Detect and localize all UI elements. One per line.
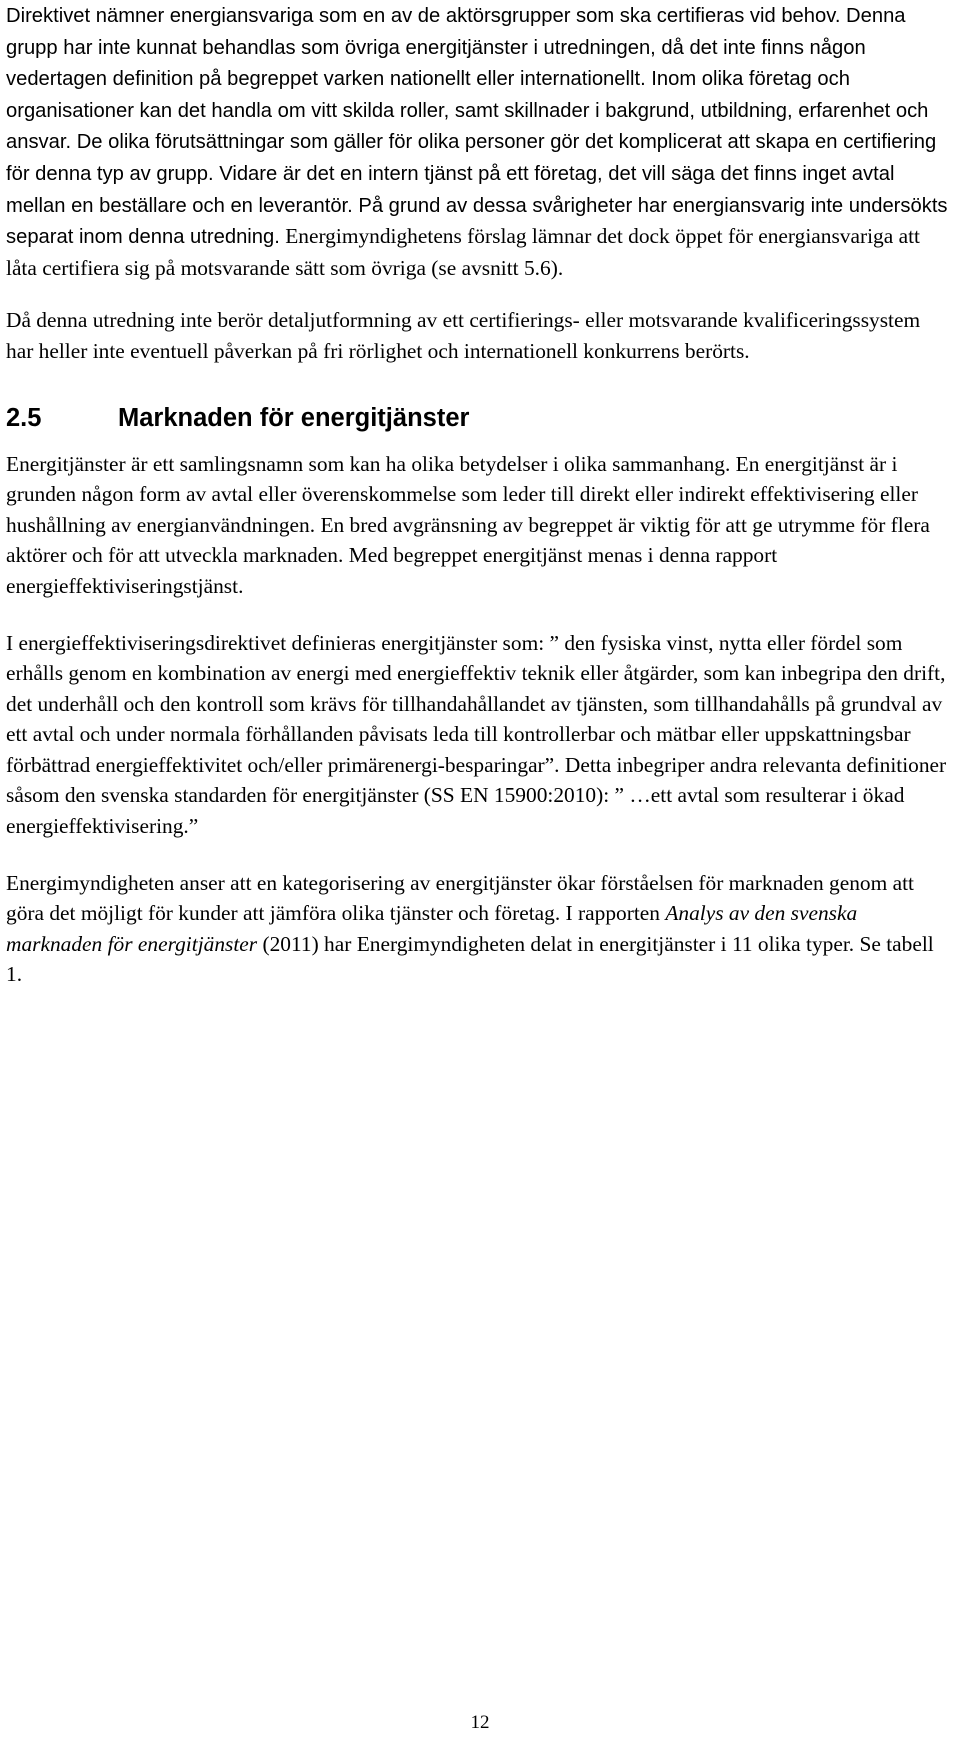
paragraph-sans-text: Direktivet nämner energiansvariga som en av de aktörsgrupper som ska certifieras vid behov. Denna grupp har inte kunnat behandlas som övriga energitjänster i utredningen, då det inte finns någon vedertagen definition på begreppet varken nationellt eller internationellt. Inom olika företag och organisationer kan det handla om vitt skilda roller, samt skillnader i bakgrund, utbildning, erfarenhet och ansvar. De olika förutsättningar som gäller för olika personer gör det komplicerat att skapa en certifiering för denna typ av grupp. Vidare är det en intern tjänst på ett företag, det vill säga det finns inget avtal mellan en beställare och en leverantör. På grund av dessa svårigheter har energiansvarig inte undersökts separat inom denna utredning. xyxy=(6,5,948,249)
section-heading xyxy=(6,401,952,435)
report-title-italic: Analys av den svenska marknaden för energitjänster xyxy=(6,901,858,956)
paragraph-direktiv-definition: I energieffektiviseringsdirektivet definieras energitjänster som: ” den fysiska vinst, nytta eller fördel som erhålls genom en kombination av energi med energieffektiv teknik eller åtgärder, som kan inbegripa den drift, det underhåll och den kontroll som krävs för tillhandahållandet av tjänsten, som tillhandahålls på grundval av ett avtal och under normala förhållanden påvisats leda till kontrollerbar och mätbar eller uppskattningsbar förbättrad energieffektivitet och/eller primärenergi-besparingar”. Detta inbegriper andra relevanta definitioner såsom den svenska standarden för energitjänster (SS EN 15900:2010): ” …ett avtal som resulterar i ökad energieffektivisering.” xyxy=(6,630,947,839)
paragraph-text-before: Energimyndigheten anser att en kategorisering av energitjänster ökar förståelsen för marknaden genom att göra det möjligt för kunder att jämföra olika tjänster och företag. I rapporten xyxy=(6,870,914,926)
paragraph-energiansvariga xyxy=(6,0,952,283)
paragraph-kategorisering xyxy=(6,868,952,990)
paragraph-serif-text: Energimyndighetens förslag lämnar det dock öppet för energiansvariga att låta certifiera sig på motsvarande sätt som övriga (se avsnitt 5.6). xyxy=(6,224,920,280)
section-number: 2.5 xyxy=(6,403,42,432)
page-number: 12 xyxy=(470,1712,490,1733)
paragraph-detaljutformning: Då denna utredning inte berör detaljutformning av ett certifierings- eller motsvarande kvalificeringssystem har heller inte eventuell påverkan på fri rörlighet och internationell konkurrens berörts. xyxy=(6,308,921,363)
section-title: Marknaden för energitjänster xyxy=(118,403,470,432)
paragraph-energitjanster-definition: Energitjänster är ett samlingsnamn som kan ha olika betydelser i olika sammanhang. En energitjänst är i grunden någon form av avtal eller överenskommelse som leder till direkt eller indirekt effektivisering eller hushållning av energianvändningen. En bred avgränsning av begreppet är viktig för att ge utrymme för flera aktörer och för att utveckla marknaden. Med begreppet energitjänst menas i denna rapport energieffektiviseringstjänst. xyxy=(6,451,930,598)
document-page xyxy=(6,0,952,990)
paragraph-text-after: (2011) har Energimyndigheten delat in energitjänster i 11 olika typer. Se tabell 1. xyxy=(6,931,934,987)
